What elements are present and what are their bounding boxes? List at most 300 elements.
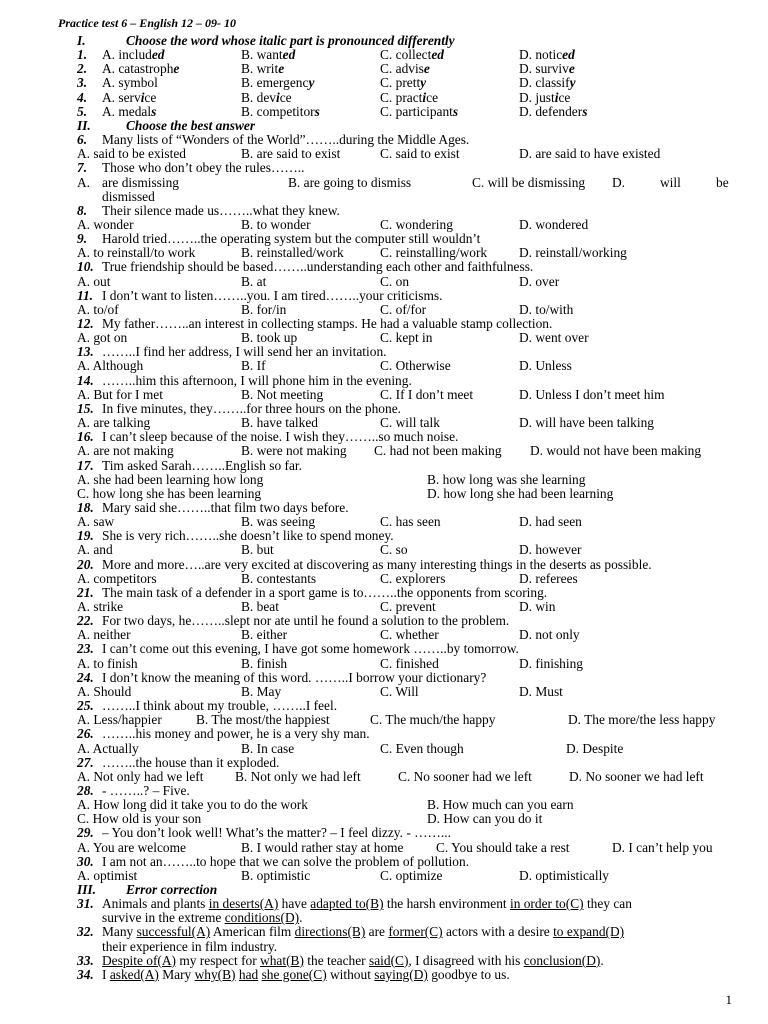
text-cell <box>102 175 179 190</box>
text-cell <box>519 599 555 614</box>
text-segment: C. advis <box>380 61 424 77</box>
text-cell <box>77 231 87 246</box>
text-cell <box>77 769 203 784</box>
text-cell <box>77 316 94 331</box>
text-segment: without <box>326 966 375 982</box>
text-line <box>0 769 768 784</box>
text-cell <box>77 259 94 274</box>
text-cell <box>77 90 87 105</box>
italic-segment: ed <box>282 47 296 63</box>
italic-segment: ed <box>562 47 575 63</box>
text-segment: their experience in film industry. <box>102 938 278 954</box>
text-segment: ce <box>279 89 292 105</box>
text-segment: survive in the extreme <box>102 910 225 926</box>
text-segment: A. out <box>77 273 111 289</box>
text-cell <box>380 627 439 642</box>
text-cell <box>102 726 370 741</box>
text-segment: D. Must <box>519 683 563 699</box>
text-segment: C. prevent <box>380 599 436 614</box>
text-segment: C. on <box>380 273 410 289</box>
text-segment: D. defender <box>519 103 583 119</box>
text-segment: C. of/for <box>380 301 427 317</box>
text-line <box>0 698 768 713</box>
text-cell <box>77 500 94 515</box>
text-cell <box>77 854 94 869</box>
text-cell <box>102 939 277 954</box>
text-cell <box>77 741 139 756</box>
text-cell <box>380 302 426 317</box>
text-cell <box>102 910 302 925</box>
text-line <box>0 613 768 628</box>
text-segment: Mary <box>158 966 195 982</box>
text-line <box>0 259 768 274</box>
italic-segment: i <box>140 89 145 105</box>
text-line <box>0 825 768 840</box>
text-line <box>0 344 768 359</box>
text-segment: D. The more/the less happy <box>568 712 716 728</box>
text-segment: C. Otherwise <box>380 358 451 374</box>
text-line <box>0 330 768 345</box>
text-line <box>0 401 768 416</box>
text-segment: 28. <box>77 782 94 798</box>
text-segment: ……..the house than it exploded. <box>102 754 280 770</box>
text-segment: B. but <box>241 542 274 558</box>
text-line <box>0 797 768 812</box>
text-cell <box>77 288 93 303</box>
text-line <box>0 274 768 289</box>
text-segment: , I disagreed with his <box>408 952 524 968</box>
text-cell <box>77 542 113 557</box>
text-cell <box>102 953 604 968</box>
text-cell <box>241 274 266 289</box>
text-cell <box>568 712 715 727</box>
text-cell <box>126 118 255 133</box>
text-segment: 13. <box>77 344 94 360</box>
underlined-segment: to expand(D) <box>553 924 625 940</box>
text-cell <box>77 599 123 614</box>
text-line <box>0 726 768 741</box>
italic-segment: i <box>554 89 559 105</box>
italic-segment: i <box>422 89 427 105</box>
text-segment: C. will be dismissing <box>472 174 586 190</box>
text-cell <box>77 953 94 968</box>
text-line <box>0 924 768 939</box>
text-segment: 30. <box>77 853 94 869</box>
text-line <box>0 656 768 671</box>
text-cell <box>77 585 94 600</box>
text-segment: A. includ <box>102 47 152 63</box>
text-segment: B. I would rather stay at home <box>241 839 404 855</box>
text-cell <box>519 514 582 529</box>
text-cell <box>380 90 438 105</box>
text-segment: Choose the word whose italic part is pronounced differently <box>126 33 455 48</box>
text-line <box>0 670 768 685</box>
italic-segment: y <box>420 75 427 91</box>
underlined-segment: conditions(D) <box>224 910 300 926</box>
text-cell <box>77 245 195 260</box>
underlined-segment: in deserts(A) <box>208 896 279 912</box>
text-cell <box>77 698 94 713</box>
text-segment: the teacher <box>303 952 369 968</box>
text-segment: 14. <box>77 372 94 388</box>
text-line <box>0 189 768 204</box>
text-segment: 4. <box>77 89 88 105</box>
text-segment: D. to/with <box>519 301 574 317</box>
text-segment: A. strike <box>77 599 124 614</box>
text-cell <box>241 840 404 855</box>
text-cell <box>380 656 439 671</box>
text-segment: Mary said she……..that film two days before. <box>102 499 349 515</box>
text-cell <box>380 514 441 529</box>
text-cell <box>519 415 654 430</box>
text-segment: are dismissing <box>102 174 179 190</box>
text-cell <box>241 656 287 671</box>
text-cell <box>241 599 279 614</box>
text-segment: 17. <box>77 457 94 473</box>
text-segment: actors with a desire <box>442 924 554 940</box>
text-cell <box>77 811 201 826</box>
text-segment: B. contestants <box>241 570 317 586</box>
text-cell <box>380 599 436 614</box>
text-segment: American film <box>210 924 295 940</box>
text-cell <box>566 741 623 756</box>
text-segment: B. reinstalled/work <box>241 245 344 261</box>
text-segment: D. finishing <box>519 655 583 671</box>
text-segment: A. wonder <box>77 216 134 232</box>
text-segment: ……..I find her address, I will send her an invitation. <box>102 344 387 360</box>
text-segment: C. has seen <box>380 514 441 530</box>
text-cell <box>519 90 570 105</box>
text-cell <box>102 401 401 416</box>
text-cell <box>77 344 94 359</box>
underlined-segment: adapted to(B) <box>310 896 384 912</box>
text-segment: 18. <box>77 499 94 515</box>
text-cell <box>77 797 308 812</box>
text-segment: A. Actually <box>77 740 139 756</box>
text-segment: C. said to exist <box>380 146 460 162</box>
text-line <box>0 557 768 572</box>
text-cell <box>519 245 627 260</box>
text-segment: are <box>365 924 389 940</box>
text-line <box>0 868 768 883</box>
text-segment: B. The most/the happiest <box>196 712 330 728</box>
text-cell <box>660 175 681 190</box>
text-cell <box>102 75 158 90</box>
text-segment: D. wondered <box>519 216 589 232</box>
underlined-segment: had <box>238 966 259 982</box>
text-line <box>0 599 768 614</box>
text-segment: D. Despite <box>566 740 624 756</box>
text-line <box>0 627 768 642</box>
text-segment: More and more…..are very excited at discovering as many interesting things in the deserts as possible. <box>102 556 652 572</box>
text-cell <box>519 47 575 62</box>
text-segment: 24. <box>77 669 94 685</box>
text-cell <box>102 613 509 628</box>
text-segment: D. over <box>519 273 560 289</box>
italic-segment: ed <box>431 47 444 63</box>
text-segment: goodbye to us. <box>427 966 510 982</box>
text-segment: I am not an……..to hope that we can solve the problem of pollution. <box>102 853 470 869</box>
text-segment: 1. <box>77 47 88 63</box>
text-segment: Those who don’t obey the rules…….. <box>102 160 305 176</box>
text-cell <box>241 415 318 430</box>
text-segment: A. Although <box>77 358 144 374</box>
text-segment: C. pract <box>380 89 423 105</box>
text-cell <box>380 75 426 90</box>
text-segment: The main task of a defender in a sport game is to……..the opponents from scoring. <box>102 584 548 600</box>
text-segment: True friendship should be based……..understanding each other and faithfulness. <box>102 259 534 275</box>
text-cell <box>102 344 387 359</box>
text-segment: C. how long she has been learning <box>77 485 262 501</box>
text-cell <box>77 401 94 416</box>
text-cell <box>427 472 585 487</box>
text-segment: dismissed <box>102 188 155 204</box>
text-line <box>0 542 768 557</box>
text-segment: 33. <box>77 952 94 968</box>
text-segment: A. to/of <box>77 301 119 317</box>
text-cell <box>241 61 284 76</box>
text-segment: D. classif <box>519 75 570 91</box>
text-segment: A. <box>77 174 91 190</box>
text-line <box>0 811 768 826</box>
text-segment: Their silence made us……..what they knew. <box>102 202 340 218</box>
text-line <box>0 910 768 925</box>
text-cell <box>427 811 542 826</box>
text-cell <box>102 641 519 656</box>
text-cell <box>102 288 442 303</box>
text-segment: B. was seeing <box>241 514 316 530</box>
text-segment: 29. <box>77 825 94 841</box>
underlined-segment: former(C) <box>388 924 443 940</box>
text-cell <box>519 868 609 883</box>
text-segment: I. <box>77 33 86 48</box>
text-cell <box>398 769 532 784</box>
text-segment: C. will talk <box>380 415 440 431</box>
text-segment: Tim asked Sarah……..English so far. <box>102 457 302 473</box>
text-line <box>0 415 768 430</box>
text-segment: B. at <box>241 273 267 289</box>
text-segment: be <box>716 174 729 190</box>
text-segment: 9. <box>77 231 88 247</box>
text-cell <box>77 613 94 628</box>
text-segment: D. had seen <box>519 514 582 530</box>
text-cell <box>241 47 295 62</box>
text-cell <box>519 542 581 557</box>
text-segment: My father……..an interest in collecting stamps. He had a valuable stamp collection. <box>102 316 553 331</box>
text-line <box>0 458 768 473</box>
underlined-segment: what(B) <box>260 952 304 968</box>
text-segment: D. went over <box>519 330 589 346</box>
text-segment: 21. <box>77 584 94 600</box>
text-line <box>0 443 768 458</box>
text-segment: B. In case <box>241 740 295 756</box>
text-line <box>0 387 768 402</box>
text-cell <box>102 373 412 388</box>
text-segment: 23. <box>77 641 94 657</box>
text-cell <box>102 755 279 770</box>
text-line <box>0 486 768 501</box>
text-cell <box>519 656 583 671</box>
text-line <box>0 783 768 798</box>
text-cell <box>241 514 315 529</box>
text-segment: B. May <box>241 683 282 699</box>
text-cell <box>241 330 297 345</box>
text-cell <box>77 118 91 133</box>
text-segment: A. But for I met <box>77 386 163 402</box>
text-cell <box>612 175 625 190</box>
text-segment: D. surviv <box>519 61 569 77</box>
text-cell <box>77 825 94 840</box>
text-cell <box>77 684 131 699</box>
text-cell <box>380 146 460 161</box>
text-line <box>0 245 768 260</box>
underlined-segment: why(B) <box>194 966 236 982</box>
italic-segment: e <box>173 61 180 77</box>
italic-segment: ed <box>151 47 165 63</box>
text-line <box>0 118 768 133</box>
text-line <box>0 641 768 656</box>
text-segment: 6. <box>77 132 88 148</box>
text-cell <box>102 585 547 600</box>
text-cell <box>77 882 96 897</box>
text-segment: D. optimistically <box>519 867 610 883</box>
text-segment: C. You should take a rest <box>436 839 570 855</box>
text-cell <box>380 684 419 699</box>
text-cell <box>235 769 361 784</box>
text-segment: D. I can’t help you <box>612 839 713 855</box>
text-line <box>0 47 768 62</box>
text-segment: C. collect <box>380 47 432 63</box>
text-segment: II. <box>77 117 91 133</box>
text-line <box>0 231 768 246</box>
text-line <box>0 840 768 855</box>
italic-segment: s <box>452 103 459 119</box>
text-segment: ce <box>558 89 571 105</box>
text-cell <box>241 104 320 119</box>
underlined-segment: she gone(C) <box>261 966 327 982</box>
text-segment: 3. <box>77 75 88 91</box>
text-cell <box>77 104 87 119</box>
text-cell <box>380 358 451 373</box>
text-line <box>0 429 768 444</box>
text-cell <box>77 175 90 190</box>
text-line <box>0 75 768 90</box>
text-cell <box>77 641 94 656</box>
page-number: 1 <box>725 992 732 1007</box>
text-line <box>0 358 768 373</box>
text-segment: A. optimist <box>77 867 138 883</box>
text-segment: I can’t sleep because of the noise. I wish they……..so much noise. <box>102 429 459 445</box>
text-segment: the harsh environment <box>383 896 510 912</box>
italic-segment: s <box>582 103 588 119</box>
text-cell <box>77 146 186 161</box>
text-segment: C. The much/the happy <box>370 712 496 728</box>
text-segment: She is very rich……..she doesn’t like to spend money. <box>102 528 394 544</box>
text-segment: C. so <box>380 542 408 558</box>
text-segment: C. No sooner had we left <box>398 768 532 784</box>
text-segment: ce <box>426 89 439 105</box>
text-segment: C. Will <box>380 683 419 699</box>
text-cell <box>380 47 444 62</box>
underlined-segment: said(C) <box>369 952 409 968</box>
text-cell <box>380 245 487 260</box>
italic-segment: s <box>151 103 157 119</box>
text-segment: D. Unless <box>519 358 572 374</box>
underlined-segment: Despite of(A) <box>102 952 176 968</box>
text-line <box>0 61 768 76</box>
text-line <box>0 203 768 218</box>
text-segment: I can’t come out this evening, I have got some homework ……..by tomorrow. <box>102 641 519 657</box>
text-cell <box>77 514 114 529</box>
text-segment: B. emergenc <box>241 75 309 91</box>
text-cell <box>126 882 217 897</box>
text-segment: 7. <box>77 160 88 176</box>
text-cell <box>519 571 578 586</box>
text-cell <box>77 726 94 741</box>
text-line <box>0 882 768 897</box>
text-segment: B. How much can you earn <box>427 797 574 813</box>
text-segment: A. Not only had we left <box>77 768 204 784</box>
text-segment: A. are talking <box>77 415 151 431</box>
text-segment: B. If <box>241 358 266 374</box>
text-segment: 26. <box>77 726 94 742</box>
text-cell <box>77 217 134 232</box>
text-cell <box>380 61 430 76</box>
text-cell <box>519 75 576 90</box>
text-segment: ……..his money and power, he is a very shy man. <box>102 726 370 742</box>
underlined-segment: conclusion(D) <box>523 952 601 968</box>
text-cell <box>77 358 143 373</box>
text-segment: D. however <box>519 542 582 558</box>
text-line <box>0 939 768 954</box>
text-segment: 16. <box>77 429 94 445</box>
text-cell <box>519 61 575 76</box>
text-cell <box>102 132 469 147</box>
text-cell <box>569 769 704 784</box>
text-segment: A. and <box>77 542 113 558</box>
text-segment: - ……..? – Five. <box>102 782 190 798</box>
text-segment: B. have talked <box>241 415 318 431</box>
text-segment: B. dev <box>241 89 276 105</box>
underlined-segment: directions(B) <box>294 924 366 940</box>
text-line <box>0 741 768 756</box>
text-segment: B. how long was she learning <box>427 471 586 487</box>
text-segment: D. how long she had been learning <box>427 485 614 501</box>
text-cell <box>530 443 701 458</box>
text-segment: C. prett <box>380 75 421 91</box>
text-line <box>0 288 768 303</box>
text-segment: B. finish <box>241 655 288 671</box>
text-cell <box>102 924 624 939</box>
text-cell <box>102 854 469 869</box>
text-segment: I don’t want to listen……..you. I am tired……..your criticisms. <box>102 287 443 303</box>
text-cell <box>241 358 266 373</box>
text-cell <box>519 330 589 345</box>
underlined-segment: in order to(C) <box>509 896 584 912</box>
text-segment: C. finished <box>380 655 439 671</box>
text-cell <box>102 967 510 982</box>
text-cell <box>519 274 559 289</box>
text-line <box>0 500 768 515</box>
text-cell <box>77 429 94 444</box>
text-segment: C. How old is your son <box>77 811 202 827</box>
text-cell <box>77 755 94 770</box>
text-cell <box>241 90 292 105</box>
text-segment: For two days, he……..slept nor ate until he found a solution to the problem. <box>102 613 510 629</box>
text-cell <box>77 61 87 76</box>
text-segment: B. Not only we had left <box>235 768 361 784</box>
text-segment: A. serv <box>102 89 141 105</box>
